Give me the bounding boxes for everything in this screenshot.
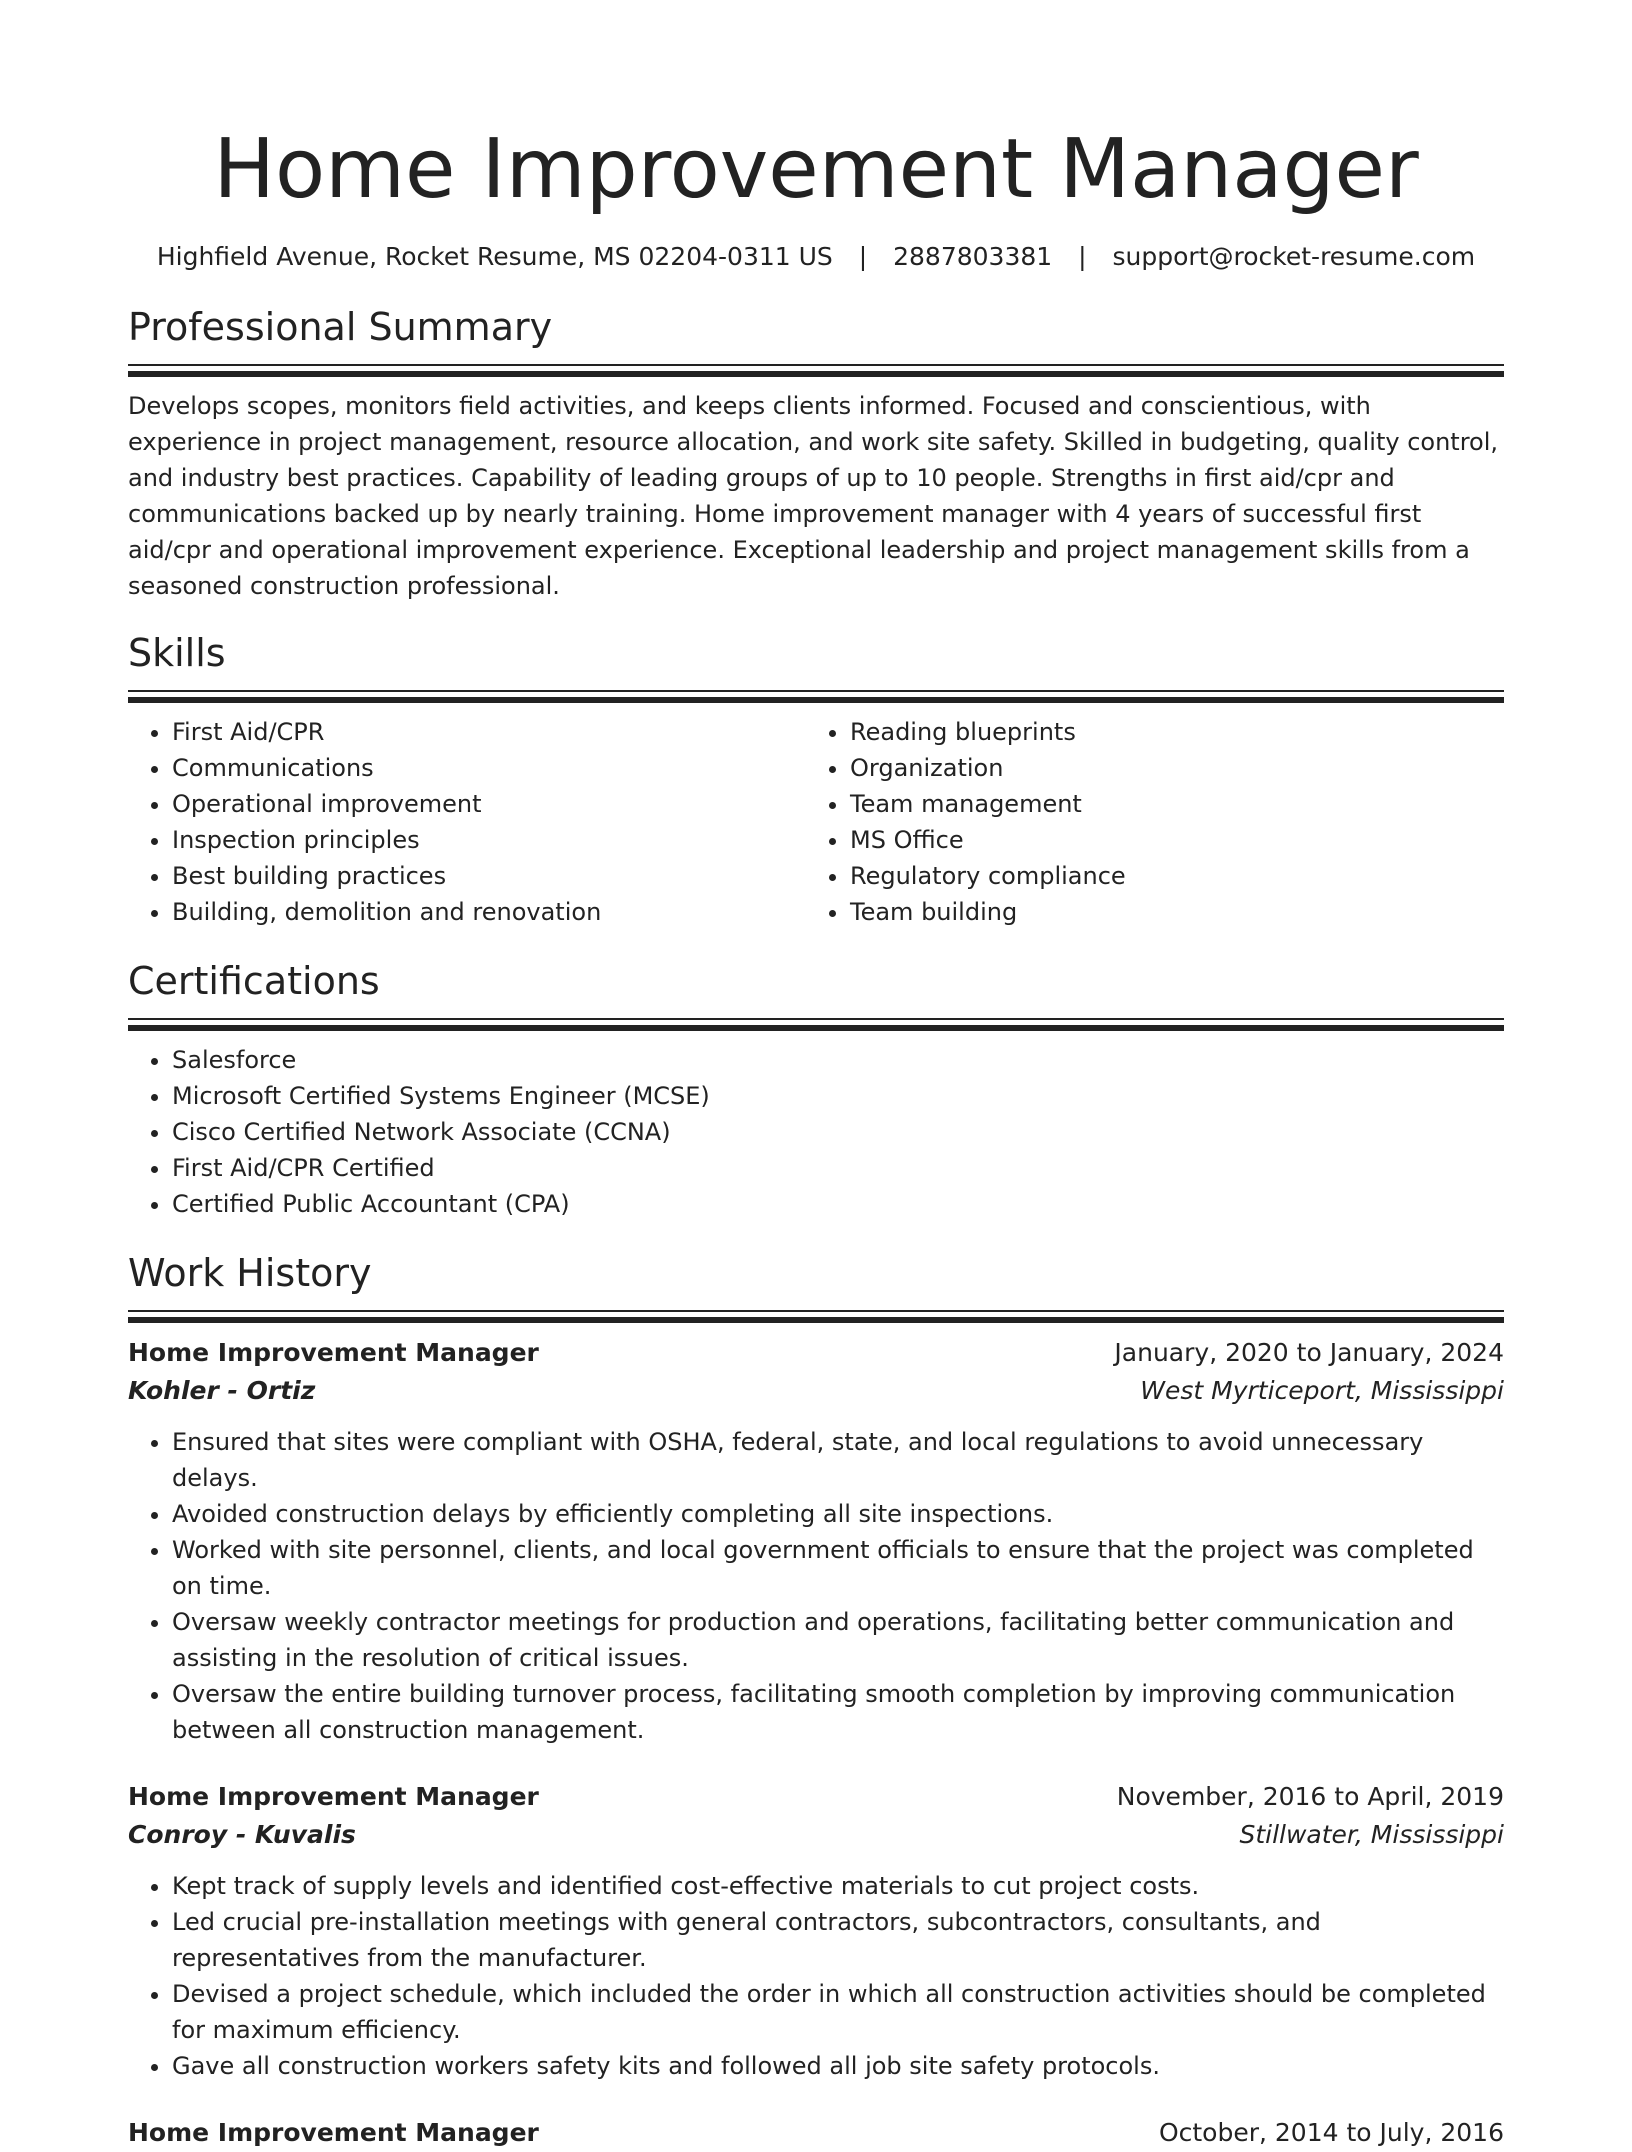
section-title-certifications: Certifications <box>128 959 380 1003</box>
skills-column-left <box>128 714 806 930</box>
skill-item: • Inspection principles <box>172 822 806 858</box>
job-bullet: • Ensured that sites were compliant with OSHA, federal, state, and local regulations to avoid unnecessary delays. <box>172 1424 1504 1496</box>
job-entry <box>128 1334 1504 1748</box>
skill-item: • Organization <box>850 750 1484 786</box>
work-history-section <box>128 1248 1504 2152</box>
skills-column-right <box>806 714 1484 930</box>
skill-item: • Operational improvement <box>172 786 806 822</box>
skill-item: • Team building <box>850 894 1484 930</box>
job-bullet: • Gave all construction workers safety kits and followed all job site safety protocols. <box>172 2048 1504 2084</box>
certification-item: • Cisco Certified Network Associate (CCNA) <box>172 1114 1504 1150</box>
job-title: Home Improvement Manager <box>128 2118 539 2147</box>
certification-item: • Microsoft Certified Systems Engineer (MCSE) <box>172 1078 1504 1114</box>
job-title: Home Improvement Manager <box>128 1782 539 1811</box>
contact-address: Highfield Avenue, Rocket Resume, MS 02204-0311 US <box>156 242 833 271</box>
certifications-list <box>128 1042 1504 1222</box>
job-bullet: • Devised a project schedule, which included the order in which all construction activities should be completed for maximum efficiency. <box>172 1976 1504 2048</box>
resume-name: Home Improvement Manager <box>213 122 1419 217</box>
skill-item: • MS Office <box>850 822 1484 858</box>
job-dates: November, 2016 to April, 2019 <box>1116 1782 1504 1811</box>
contact-phone: 2887803381 <box>893 242 1053 271</box>
skill-item: • Reading blueprints <box>850 714 1484 750</box>
section-title-summary: Professional Summary <box>128 305 553 349</box>
resume-page <box>128 0 1504 2152</box>
job-bullets <box>128 1424 1504 1748</box>
job-bullets <box>128 1868 1504 2084</box>
job-title: Home Improvement Manager <box>128 1338 539 1367</box>
job-company: Kohler - Ortiz <box>128 1376 316 1405</box>
job-bullet: • Oversaw the entire building turnover process, facilitating smooth completion by improving communication between all construction management. <box>172 1676 1504 1748</box>
skills-columns <box>128 714 1504 930</box>
job-bullet: • Avoided construction delays by efficiently completing all site inspections. <box>172 1496 1504 1532</box>
certifications-section <box>128 956 1504 1222</box>
skill-item: • First Aid/CPR <box>172 714 806 750</box>
job-bullet: • Oversaw weekly contractor meetings for production and operations, facilitating better communication and assisting in the resolution of critical issues. <box>172 1604 1504 1676</box>
job-bullet: • Worked with site personnel, clients, and local government officials to ensure that the project was completed on time. <box>172 1532 1504 1604</box>
certification-item: • Certified Public Accountant (CPA) <box>172 1186 1504 1222</box>
job-dates: October, 2014 to July, 2016 <box>1158 2118 1504 2147</box>
job-company: Conroy - Kuvalis <box>128 1820 356 1849</box>
skill-item: • Communications <box>172 750 806 786</box>
section-divider <box>128 1018 1504 1020</box>
skill-item: • Building, demolition and renovation <box>172 894 806 930</box>
contact-email: support@rocket-resume.com <box>1112 242 1476 271</box>
skill-item: • Regulatory compliance <box>850 858 1484 894</box>
section-divider <box>128 690 1504 692</box>
section-divider <box>128 364 1504 366</box>
contact-separator: | <box>858 242 868 271</box>
job-bullet: • Led crucial pre-installation meetings with general contractors, subcontractors, consultants, and representatives from the manufacturer. <box>172 1904 1504 1976</box>
section-divider <box>128 1310 1504 1312</box>
skills-section <box>128 628 1504 930</box>
skill-item: • Best building practices <box>172 858 806 894</box>
job-dates: January, 2020 to January, 2024 <box>1114 1338 1504 1367</box>
job-entry <box>128 1778 1504 2084</box>
job-location: West Myrticeport, Mississippi <box>1140 1376 1504 1405</box>
skill-item: • Team management <box>850 786 1484 822</box>
section-title-work-history: Work History <box>128 1251 372 1295</box>
summary-text: Develops scopes, monitors field activities, and keeps clients informed. Focused and conscientious, with experience in project management, resource allocation, and work site safety. Skilled in budgeting, quality control, and industry best practices. Capability of leading groups of up to 10 people. Strengths in first aid/cpr and communications backed up by nearly training. Home improvement manager with 4 years of successful first aid/cpr and operational improvement experience. Exceptional leadership and project management skills from a seasoned construction professional. <box>128 392 1499 600</box>
contact-separator: | <box>1078 242 1087 271</box>
job-location: Stillwater, Mississippi <box>1239 1820 1504 1849</box>
certification-item: • First Aid/CPR Certified <box>172 1150 1504 1186</box>
contact-line <box>128 240 1504 274</box>
job-bullet: • Kept track of supply levels and identified cost-effective materials to cut project costs. <box>172 1868 1504 1904</box>
summary-section <box>128 302 1504 604</box>
certification-item: • Salesforce <box>172 1042 1504 1078</box>
section-title-skills: Skills <box>128 631 226 675</box>
job-entry <box>128 2114 1504 2152</box>
